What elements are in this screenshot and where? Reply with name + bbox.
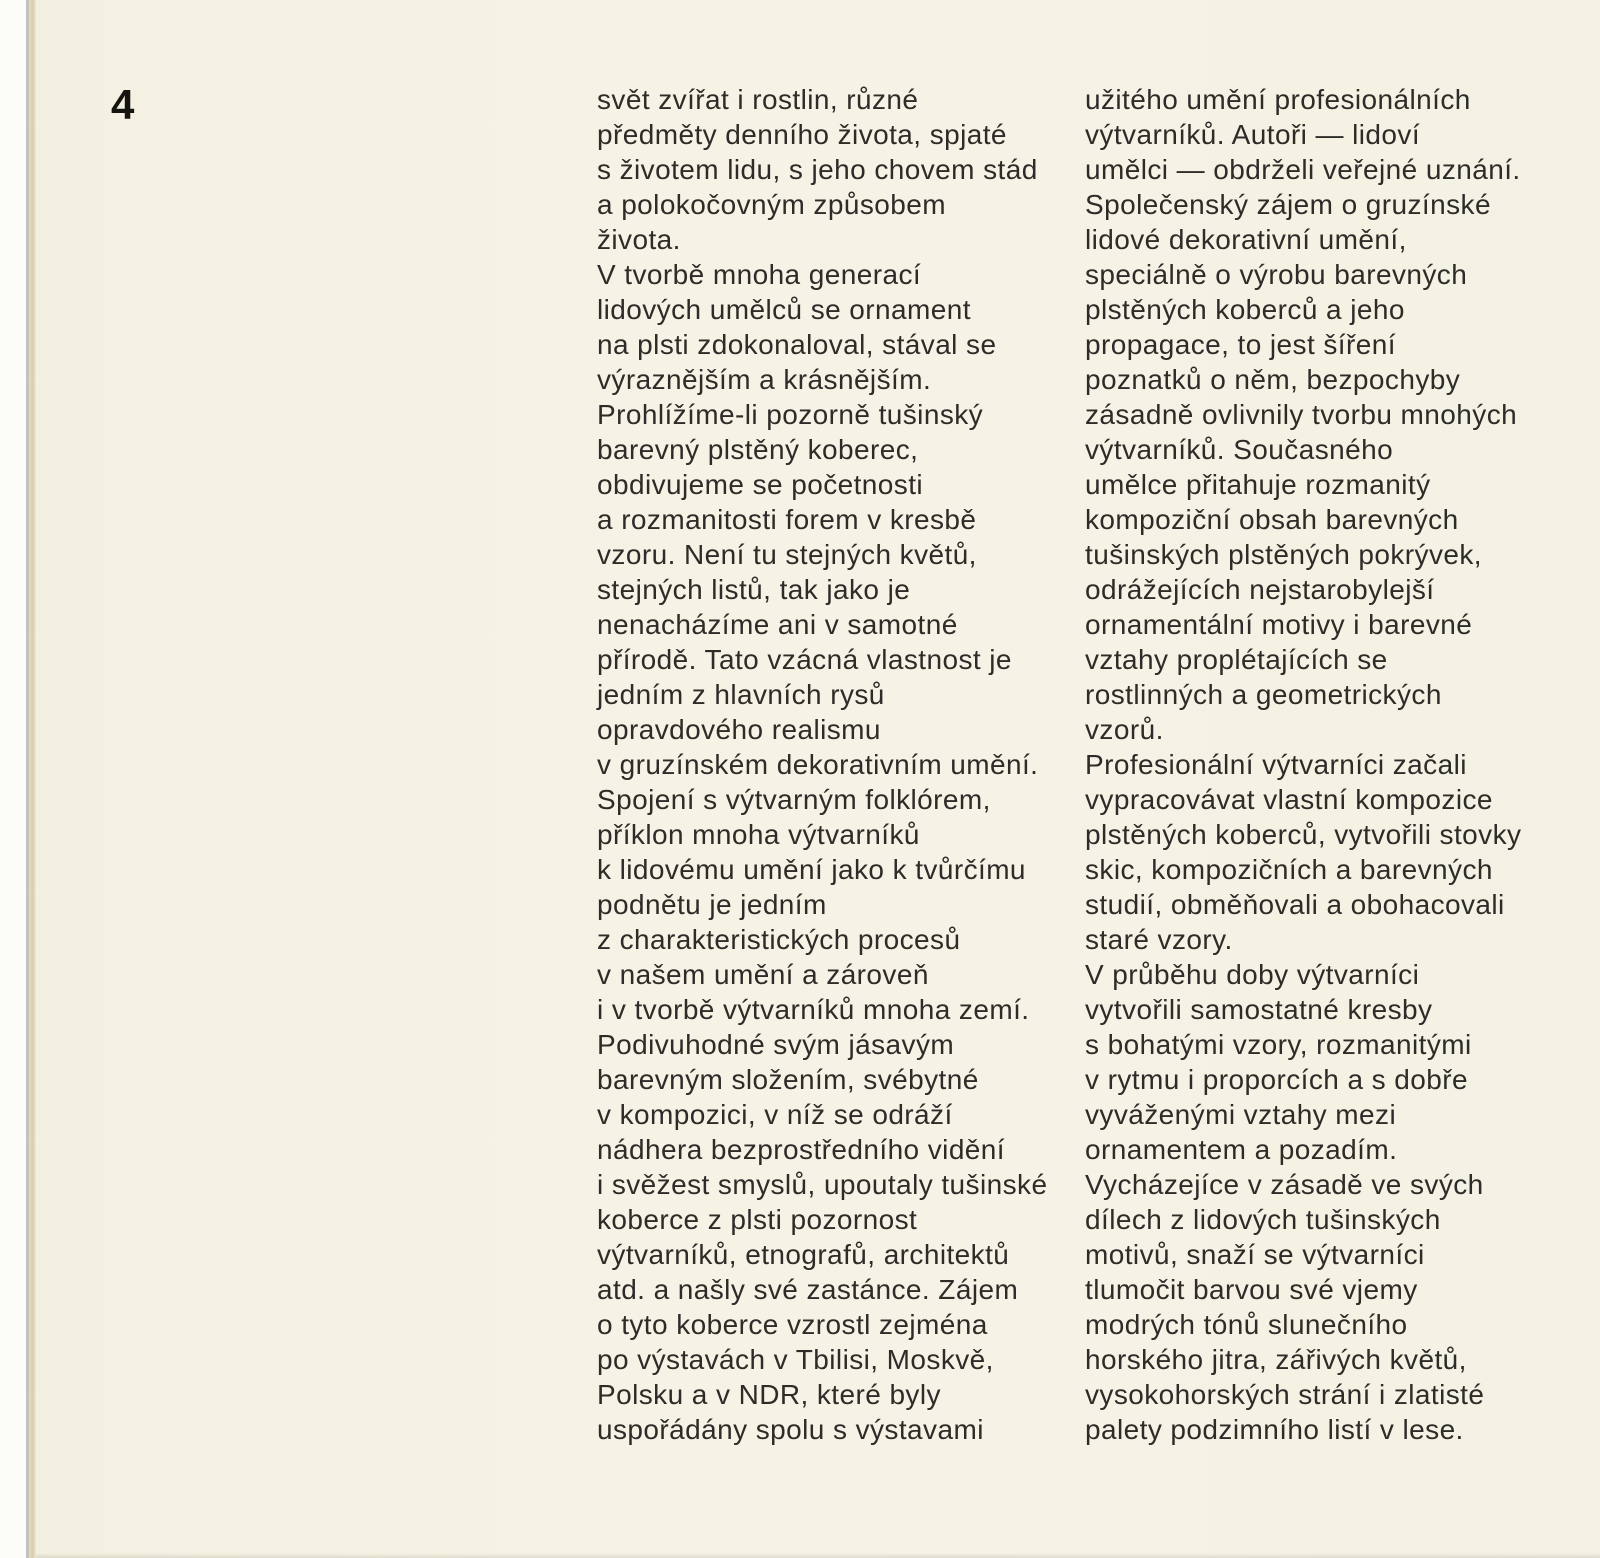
text-line: v našem umění a zároveň xyxy=(597,959,929,990)
text-line: příklon mnoha výtvarníků xyxy=(597,819,920,850)
text-line: nenacházíme ani v samotné xyxy=(597,609,958,640)
text-line: propagace, to jest šíření xyxy=(1085,329,1396,360)
text-line: skic, kompozičních a barevných xyxy=(1085,854,1493,885)
text-line: vytvořili samostatné kresby xyxy=(1085,994,1433,1025)
text-line: svět zvířat i rostlin, různé xyxy=(597,84,919,115)
text-line: a polokočovným způsobem xyxy=(597,189,946,220)
text-line: V tvorbě mnoha generací xyxy=(597,259,922,290)
text-line: dílech z lidových tušinských xyxy=(1085,1204,1441,1235)
text-line: rostlinných a geometrických xyxy=(1085,679,1442,710)
text-line: po výstavách v Tbilisi, Moskvě, xyxy=(597,1344,994,1375)
text-line: umělci — obdrželi veřejné uznání. xyxy=(1085,154,1521,185)
text-line: i v tvorbě výtvarníků mnoha zemí. xyxy=(597,994,1030,1025)
text-line: i svěžest smyslů, upoutaly tušinské xyxy=(597,1169,1048,1200)
page-edge xyxy=(29,0,36,1558)
text-line: jedním z hlavních rysů xyxy=(597,679,885,710)
text-line: ornamentální motivy i barevné xyxy=(1085,609,1473,640)
text-line: a rozmanitosti forem v kresbě xyxy=(597,504,977,535)
text-line: V průběhu doby výtvarníci xyxy=(1085,959,1420,990)
text-line: z charakteristických procesů xyxy=(597,924,961,955)
text-line: barevný plstěný koberec, xyxy=(597,434,919,465)
text-line: v rytmu i proporcích a s dobře xyxy=(1085,1064,1468,1095)
text-line: modrých tónů slunečního xyxy=(1085,1309,1408,1340)
text-line: opravdového realismu xyxy=(597,714,881,745)
text-line: Podivuhodné svým jásavým xyxy=(597,1029,955,1060)
text-line: uspořádány spolu s výstavami xyxy=(597,1414,984,1445)
text-line: v gruzínském dekorativním umění. xyxy=(597,749,1039,780)
text-line: palety podzimního listí v lese. xyxy=(1085,1414,1464,1445)
text-line: přírodě. Tato vzácná vlastnost je xyxy=(597,644,1012,675)
text-line: s bohatými vzory, rozmanitými xyxy=(1085,1029,1472,1060)
text-line: lidové dekorativní umění, xyxy=(1085,224,1407,255)
text-line: o tyto koberce vzrostl zejména xyxy=(597,1309,988,1340)
scanner-background-strip xyxy=(0,0,26,1558)
text-line: vyváženými vztahy mezi xyxy=(1085,1099,1397,1130)
text-line: vzoru. Není tu stejných květů, xyxy=(597,539,977,570)
text-line: vysokohorských strání i zlatisté xyxy=(1085,1379,1485,1410)
text-column-right xyxy=(1085,82,1521,1447)
text-line: studií, obměňovali a obohacovali xyxy=(1085,889,1505,920)
text-line: atd. a našly své zastánce. Zájem xyxy=(597,1274,1019,1305)
text-line: Spojení s výtvarným folklórem, xyxy=(597,784,991,815)
text-line: života. xyxy=(597,224,681,255)
text-line: nádhera bezprostředního vidění xyxy=(597,1134,1005,1165)
text-line: staré vzory. xyxy=(1085,924,1233,955)
text-line: podnětu je jedním xyxy=(597,889,827,920)
text-line: poznatků o něm, bezpochyby xyxy=(1085,364,1461,395)
book-page xyxy=(36,0,1600,1558)
text-line: plstěných koberců, vytvořili stovky xyxy=(1085,819,1522,850)
text-line: plstěných koberců a jeho xyxy=(1085,294,1405,325)
page-number: 4 xyxy=(111,81,135,128)
text-line: Společenský zájem o gruzínské xyxy=(1085,189,1491,220)
text-line: tušinských plstěných pokrývek, xyxy=(1085,539,1482,570)
text-line: speciálně o výrobu barevných xyxy=(1085,259,1468,290)
text-line: výtvarníků, etnografů, architektů xyxy=(597,1239,1010,1270)
text-line: s životem lidu, s jeho chovem stád xyxy=(597,154,1038,185)
text-line: výtvarníků. Autoři — lidoví xyxy=(1085,119,1421,150)
text-line: odrážejících nejstarobylejší xyxy=(1085,574,1435,605)
text-line: stejných listů, tak jako je xyxy=(597,574,911,605)
text-line: k lidovému umění jako k tvůrčímu xyxy=(597,854,1026,885)
text-line: Vycházejíce v zásadě ve svých xyxy=(1085,1169,1484,1200)
text-line: předměty denního života, spjaté xyxy=(597,119,1007,150)
text-line: tlumočit barvou své vjemy xyxy=(1085,1274,1418,1305)
text-line: vypracovávat vlastní kompozice xyxy=(1085,784,1493,815)
text-line: motivů, snaží se výtvarníci xyxy=(1085,1239,1425,1270)
text-line: koberce z plsti pozornost xyxy=(597,1204,918,1235)
text-column-left xyxy=(597,82,1047,1447)
text-line: výraznějším a krásnějším. xyxy=(597,364,932,395)
text-line: na plsti zdokonaloval, stával se xyxy=(597,329,997,360)
text-line: barevným složením, svébytné xyxy=(597,1064,979,1095)
text-line: horského jitra, zářivých květů, xyxy=(1085,1344,1467,1375)
text-line: obdivujeme se početnosti xyxy=(597,469,924,500)
text-line: kompoziční obsah barevných xyxy=(1085,504,1459,535)
text-line: ornamentem a pozadím. xyxy=(1085,1134,1398,1165)
text-line: Prohlížíme-li pozorně tušinský xyxy=(597,399,984,430)
text-line: zásadně ovlivnily tvorbu mnohých xyxy=(1085,399,1518,430)
text-line: užitého umění profesionálních xyxy=(1085,84,1471,115)
text-line: výtvarníků. Současného xyxy=(1085,434,1394,465)
text-line: Profesionální výtvarníci začali xyxy=(1085,749,1467,780)
text-line: vzorů. xyxy=(1085,714,1164,745)
text-line: vztahy proplétajících se xyxy=(1085,644,1388,675)
text-line: v kompozici, v níž se odráží xyxy=(597,1099,953,1130)
text-line: lidových umělců se ornament xyxy=(597,294,971,325)
text-line: Polsku a v NDR, které byly xyxy=(597,1379,941,1410)
text-line: umělce přitahuje rozmanitý xyxy=(1085,469,1431,500)
